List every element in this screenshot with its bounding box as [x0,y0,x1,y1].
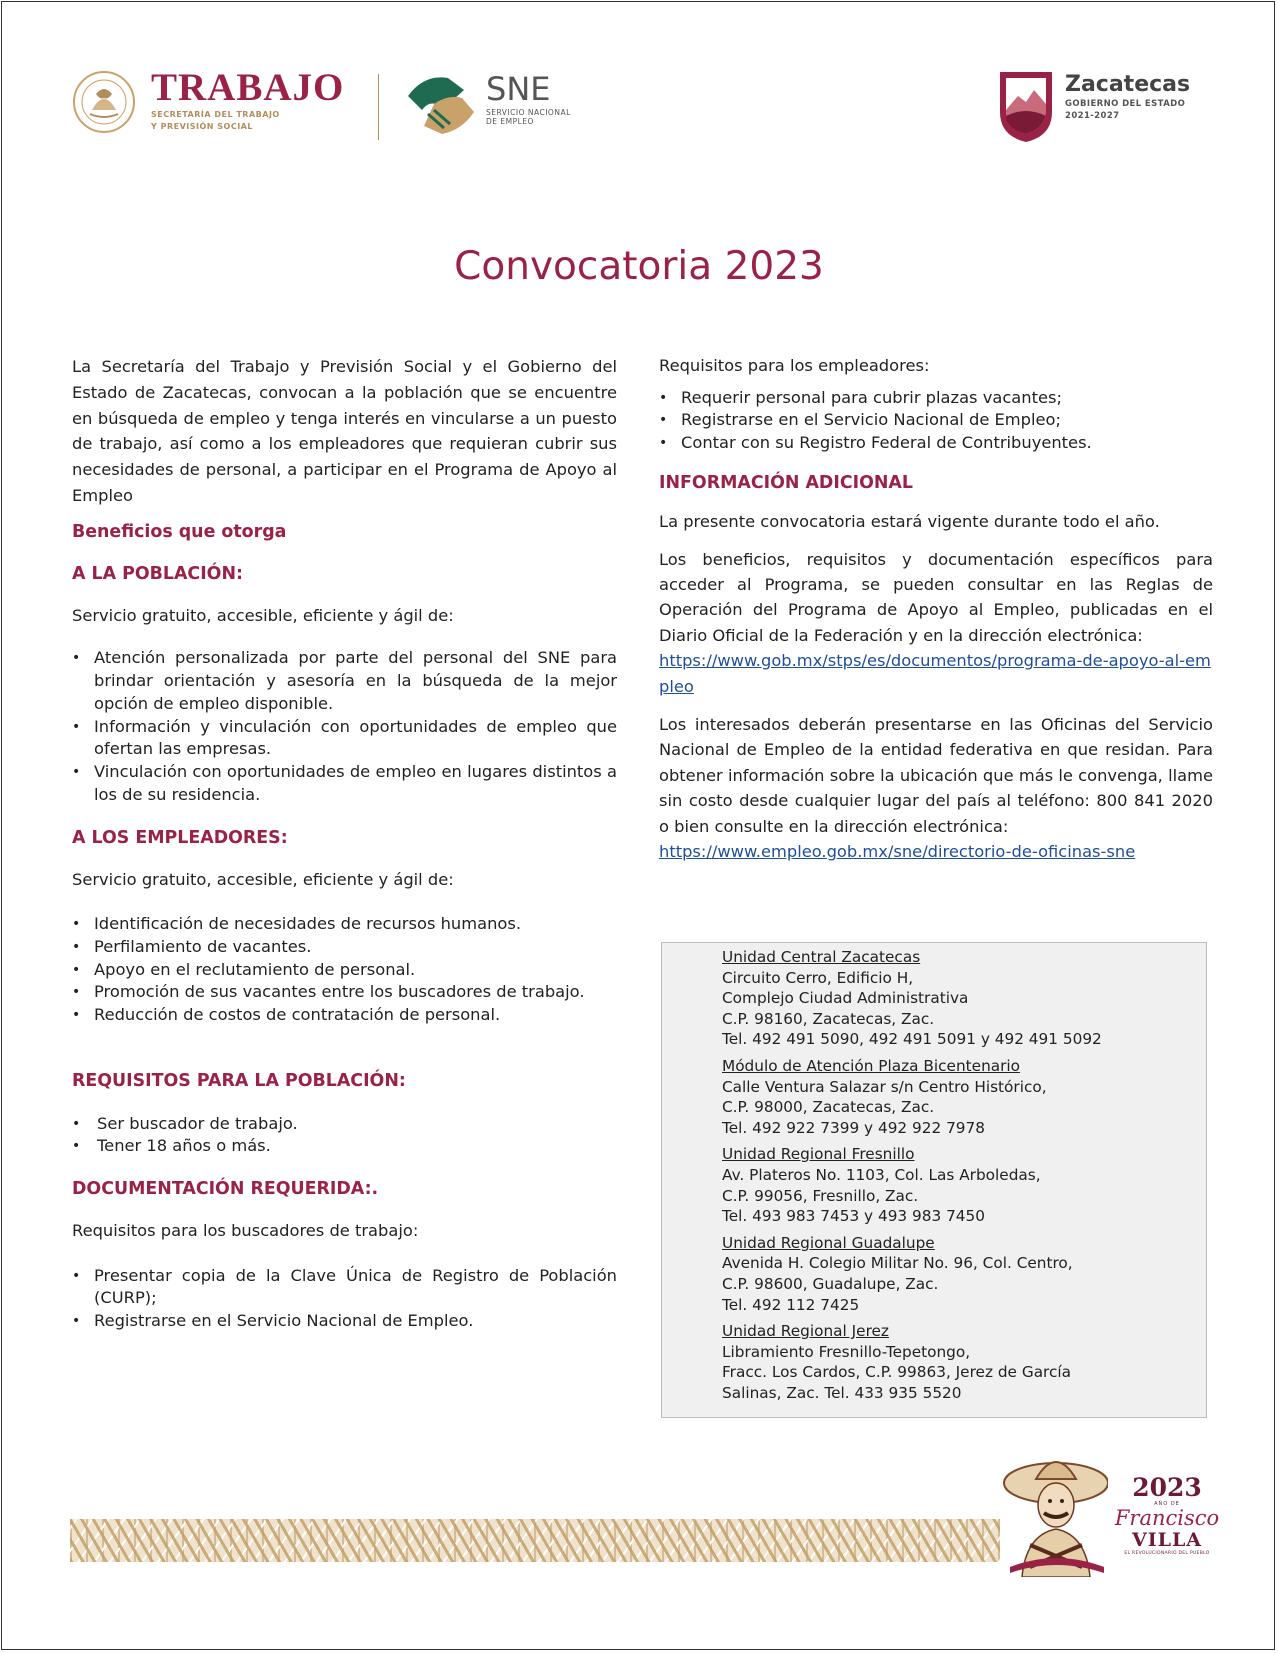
list-item: • Vinculación con oportunidades de empleo en lugares distintos a los de su residencia. [72,761,617,806]
zacatecas-logo-title: Zacatecas [1065,72,1191,97]
page-title: Convocatoria 2023 [454,244,824,289]
zacatecas-shield-icon [998,70,1054,144]
header [72,64,1212,154]
office-line: C.P. 99056, Fresnillo, Zac. [722,1186,919,1205]
empleadores-requisitos-list [659,387,1213,455]
left-column [72,354,617,1333]
intro-paragraph: La Secretaría del Trabajo y Previsión Social y el Gobierno del Estado de Zacatecas, convocan a la población que se encuentre en búsqueda de empleo y tenga interés en vincularse a un puesto de trabajo, así como a los empleadores que requieran cubrir sus necesidades de personal, a participar en el Programa de Apoyo al Empleo [72,357,617,505]
office-name: Unidad Central Zacatecas [722,948,921,966]
requisitos-poblacion-heading: REQUISITOS PARA LA POBLACIÓN: [72,1070,406,1091]
zacatecas-logo-years: 2021-2027 [1065,111,1120,121]
list-item: • Apoyo en el reclutamiento de personal. [72,959,617,982]
list-item: • Requerir personal para cubrir plazas vacantes; [659,387,1213,410]
office-entry [722,947,1202,1050]
stps-logo [151,68,344,132]
list-item: • Atención personalizada por parte del personal del SNE para brindar orientación y asesoría en la búsqueda de la mejor opción de empleo disponible. [72,647,617,715]
beneficios-heading: Beneficios que otorga [72,521,287,542]
list-item: • Contar con su Registro Federal de Contribuyentes. [659,432,1213,455]
logo-divider [378,74,379,140]
office-line: Tel. 492 491 5090, 492 491 5091 y 492 491 5092 [722,1030,1102,1049]
office-line: Fracc. Los Cardos, C.P. 99863, Jerez de García [722,1363,1072,1382]
office-entry [722,1233,1202,1315]
document-page [1,1,1275,1650]
list-item: • Registrarse en el Servicio Nacional de Empleo. [72,1310,617,1333]
documentacion-heading: DOCUMENTACIÓN REQUERIDA:. [72,1179,379,1200]
stps-logo-sub1: SECRETARÍA DEL TRABAJO [151,110,280,119]
list-item: • Perfilamiento de vacantes. [72,936,617,959]
poblacion-heading: A LA POBLACIÓN: [72,563,243,584]
villa-year: 2023 [1132,1473,1202,1502]
office-line: Tel. 492 112 7425 [722,1295,860,1314]
zacatecas-logo-sub: GOBIERNO DEL ESTADO [1065,99,1186,109]
office-entry [722,1321,1202,1403]
documentacion-list [72,1265,617,1333]
poblacion-lead: Servicio gratuito, accesible, eficiente y ágil de: [72,605,454,625]
empleadores-list [72,913,617,1027]
office-line: Avenida H. Colegio Militar No. 96, Col. Centro, [722,1254,1073,1273]
requisitos-list [72,1113,617,1158]
office-name: Unidad Regional Fresnillo [722,1145,915,1164]
stps-logo-title: TRABAJO [151,66,345,109]
list-item: • Registrarse en el Servicio Nacional de Empleo; [659,409,1213,432]
office-line: C.P. 98160, Zacatecas, Zac. [722,1009,935,1028]
sne-logo-sub2: DE EMPLEO [486,117,534,126]
sne-logo [486,70,571,126]
office-line: Circuito Cerro, Edificio H, [722,968,914,987]
office-line: Libramiento Fresnillo-Tepetongo, [722,1342,971,1361]
office-entry [722,1144,1202,1226]
info-adicional-heading: INFORMACIÓN ADICIONAL [659,472,913,493]
directorio-oficinas-link[interactable]: https://www.empleo.gob.mx/sne/directorio-de-oficinas-sne [659,841,1136,861]
list-item: • Tener 18 años o más. [72,1135,617,1158]
documentacion-lead: Requisitos para los buscadores de trabajo: [72,1221,419,1241]
office-line: Tel. 492 922 7399 y 492 922 7978 [722,1118,986,1137]
programa-apoyo-link[interactable]: https://www.gob.mx/stps/es/documentos/programa-de-apoyo-al-empleo [659,651,1211,696]
office-line: Av. Plateros No. 1103, Col. Las Arboledas, [722,1165,1041,1184]
list-item: • Promoción de sus vacantes entre los buscadores de trabajo. [72,981,617,1004]
directorio-link-wrap [659,839,1213,864]
villa-name2: VILLA [1131,1529,1203,1551]
office-line: C.P. 98600, Guadalupe, Zac. [722,1274,939,1293]
right-column [659,355,1213,864]
list-item: • Ser buscador de trabajo. [72,1113,617,1136]
list-item: • Información y vinculación con oportunidades de empleo que ofertan las empresas. [72,716,617,761]
empleadores-heading: A LOS EMPLEADORES: [72,828,288,849]
sne-logo-sub1: SERVICIO NACIONAL [486,108,571,117]
poblacion-list [72,647,617,806]
villa-name1: Francisco [1114,1506,1220,1530]
villa-2023-logo [1102,1475,1232,1557]
handshake-icon [404,68,476,140]
offices-list [722,947,1202,1409]
empleadores-lead: Servicio gratuito, accesible, eficiente y ágil de: [72,870,454,890]
decorative-band [70,1519,1000,1562]
francisco-villa-portrait-icon [1000,1449,1108,1577]
sne-logo-title: SNE [486,70,551,108]
villa-ano-de: AÑO DE [1154,1501,1180,1507]
zacatecas-logo [1065,72,1190,122]
office-line: Tel. 493 983 7453 y 493 983 7450 [722,1207,986,1226]
list-item: • Identificación de necesidades de recursos humanos. [72,913,617,936]
empleadores-requisitos-lead: Requisitos para los empleadores: [659,356,930,375]
mexico-seal-icon [72,70,136,134]
office-line: Complejo Ciudad Administrativa [722,989,969,1008]
reglas-link-wrap [659,648,1213,699]
office-name: Módulo de Atención Plaza Bicentenario [722,1056,1021,1075]
list-item: • Presentar copia de la Clave Única de Registro de Población (CURP); [72,1265,617,1310]
office-entry [722,1056,1202,1138]
vigencia-text: La presente convocatoria estará vigente durante todo el año. [659,511,1160,531]
reglas-paragraph: Los beneficios, requisitos y documentación específicos para acceder al Programa, se pueden consultar en las Reglas de Operación del Programa de Apoyo al Empleo, publicadas en el Diario Oficial de la Federación y en la dirección electrónica: [659,549,1213,645]
office-line: C.P. 98000, Zacatecas, Zac. [722,1098,935,1117]
office-name: Unidad Regional Guadalupe [722,1233,935,1252]
office-name: Unidad Regional Jerez [722,1322,889,1341]
office-line: Salinas, Zac. Tel. 433 935 5520 [722,1383,962,1402]
interesados-paragraph: Los interesados deberán presentarse en las Oficinas del Servicio Nacional de Empleo de la entidad federativa en que residan. Para obtener información sobre la ubicación que más le convenga, llame sin costo desde cualquier lugar del país al teléfono: 800 841 2020 o bien consulte en la dirección electrónica: [659,714,1213,836]
villa-tagline: EL REVOLUCIONARIO DEL PUEBLO [1124,1551,1210,1556]
list-item: • Reducción de costos de contratación de personal. [72,1004,617,1027]
stps-logo-sub2: Y PREVISIÓN SOCIAL [151,122,253,131]
office-line: Calle Ventura Salazar s/n Centro Histórico, [722,1077,1047,1096]
offices-box [661,942,1207,1418]
